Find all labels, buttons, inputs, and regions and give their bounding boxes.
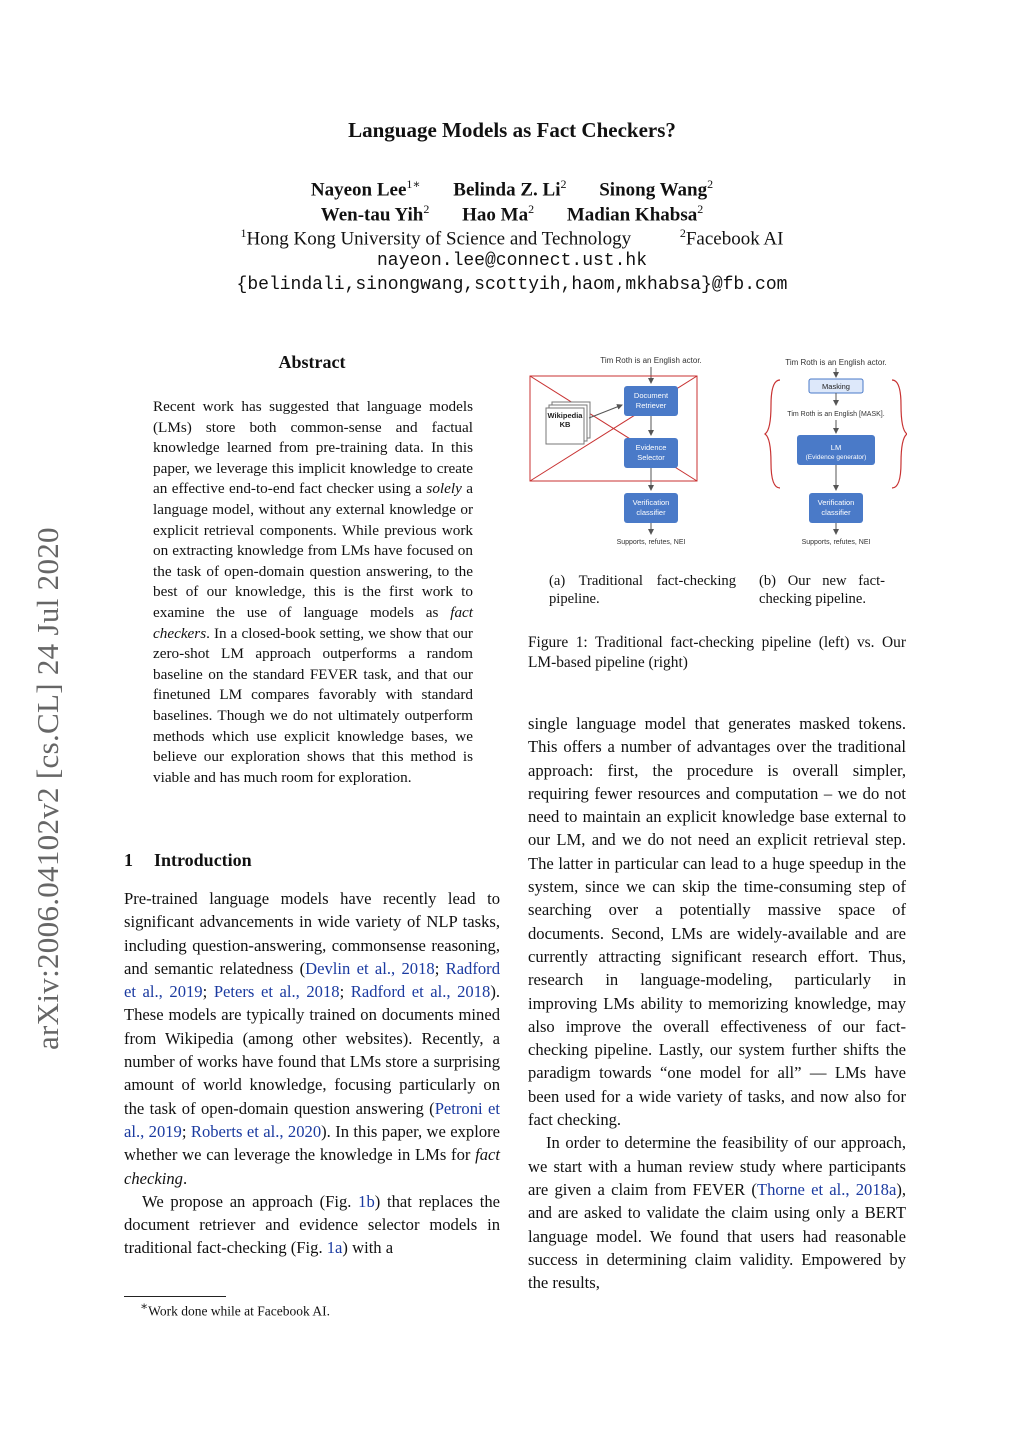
figure-ref-link[interactable]: 1b [358, 1191, 375, 1211]
intro-paragraph-2: We propose an approach (Fig. 1b) that replaces the document retriever and evidence selector models in traditional fact-checking (Fig. 1a) with a [124, 1191, 500, 1258]
box-label: Verification [632, 498, 670, 507]
author: Madian Khabsa$^2$ [566, 202, 704, 226]
intro-paragraph-1: Pre-trained language models have recently lead to significant advancements in wide variety of NLP tasks, including question-answering, commonsense reasoning, and semantic relatedness (Devlin et al., 2018; Radford et al., 2019; Peters et al., 2018; Radford et al., 2018). These models are typically trained on documents mined from Wikipedia (among other websites). Recently, a number of works have found that LMs store a surprising amount of world knowledge, focusing particularly on the task of open-domain question answering (Petroni et al., 2019; Roberts et al., 2020). In this paper, we explore whether we can leverage the knowledge in LMs for fact checking. [124, 889, 501, 1188]
intro-body [124, 887, 500, 1260]
subcaption-b: (b) Our new fact-checking pipeline. [759, 573, 885, 607]
box-label: LM [830, 443, 842, 452]
citation-link[interactable]: Peters et al., 2018 [213, 982, 340, 1002]
author: Belinda Z. Li$^2$ [453, 177, 567, 201]
citation-link[interactable]: Radford et al., 2019 [124, 958, 501, 1002]
affiliations [0, 226, 1024, 250]
citation-link[interactable]: Thorne et al., 2018a [756, 1179, 897, 1199]
box-label: Verification [817, 498, 855, 507]
left-claim-text: Tim Roth is an English actor. [600, 356, 702, 365]
affiliation: $^1$Hong Kong University of Science and Technology [240, 226, 632, 250]
box-label: Selector [637, 453, 665, 462]
section-heading-introduction: 1 Introduction [124, 850, 252, 870]
kb-label: Wikipedia [547, 411, 583, 420]
authors-line-2 [0, 202, 1024, 226]
citation-link[interactable]: Radford et al., 2018 [350, 982, 491, 1002]
paragraph: In order to determine the feasibility of our approach, we start with a human review study where participants are given a claim from FEVER (Thorne et al., 2018a), and are asked to validate the claim using only a BERT language model. We found that users had reasonable success in determining claim validity. Empowered by the results, [528, 1133, 906, 1293]
right-output-text: Supports, refutes, NEI [801, 539, 871, 546]
author: Nayeon Lee$^{1∗}$ [310, 177, 421, 201]
box-label: Retriever [635, 401, 667, 410]
right-claim-text: Tim Roth is an English actor. [785, 358, 887, 367]
masked-claim-text: Tim Roth is an English [MASK]. [787, 411, 885, 418]
author: Hao Ma$^2$ [462, 202, 535, 226]
left-brace [765, 380, 780, 488]
subcaption-a: (a) Traditional fact-checking pipeline. [549, 573, 736, 607]
abstract-body: Recent work has suggested that language models (LMs) store both common-sense and factual knowledge learned from pre-training data. In this paper, we leverage this implicit knowledge to create an effective end-to-end fact checker using a solely a language model, without any external knowledge or explicit retrieval components. While previous work on extracting knowledge from LMs have focused on the task of open-domain question answering, to the best of our knowledge, this is the first work to examine the use of language models as fact checkers. In a closed-book setting, we show that our zero-shot LM approach outperforms a random baseline on the standard FEVER task, and that our finetuned LM compares favorably with standard baselines. Though we do not ultimately outperform methods which use explicit knowledge bases, we believe our exploration shows that this method is viable and has much room for exploration. [153, 398, 474, 786]
box-label: classifier [821, 508, 851, 517]
wikipedia-kb-icon [546, 402, 590, 444]
box-label: Masking [822, 382, 850, 391]
kb-label: KB [559, 420, 571, 429]
paragraph: single language model that generates masked tokens. This offers a number of advantages over the traditional approach: first, the procedure is overall simpler, requiring fewer resources and computation – we do not need to maintain an explicit knowledge base external to our LM, and we do not need an explicit retrieval step. The latter in particular can lead to a huge speedup in the system, since we can skip the time-consuming step of searching over a potentially massive space of documents. Second, LMs are widely-available and are currently attracting significant research effort. Thus, research in language-modeling, particularly in improving LMs ability to memorizing knowledge, may also improve the overall effectiveness of our fact-checking pipeline. Lastly, our system further shifts the paradigm towards “one model for all” — LMs have been used for a wide variety of tasks, and now also for fact checking. [528, 714, 906, 1130]
abstract-heading: Abstract [278, 352, 346, 372]
box-label: (Evidence generator) [805, 454, 867, 461]
authors-line-1 [0, 177, 1024, 201]
right-brace [892, 380, 907, 488]
arxiv-stamp: arXiv:2006.04102v2 [cs.CL] 24 Jul 2020 [30, 527, 65, 1050]
figure-1-diagram [527, 350, 907, 550]
box-label: Document [633, 391, 669, 400]
paper-title: Language Models as Fact Checkers? [348, 118, 676, 142]
figure-caption: Figure 1: Traditional fact-checking pipeline (left) vs. Our LM-based pipeline (right) [528, 634, 906, 672]
arrow [589, 405, 622, 418]
footnote: ∗Work done while at Facebook AI. [140, 1299, 331, 1319]
affiliation: $^2$Facebook AI [679, 226, 784, 250]
left-output-text: Supports, refutes, NEI [616, 539, 686, 546]
figure-ref-link[interactable]: 1a [326, 1238, 343, 1258]
box-label: Evidence [635, 443, 667, 452]
email-2: {belindali,sinongwang,scottyih,haom,mkhabsa}@fb.com [236, 275, 788, 295]
box-label: classifier [636, 508, 666, 517]
author: Sinong Wang$^2$ [599, 177, 714, 201]
citation-link[interactable]: Devlin et al., 2018 [305, 958, 435, 978]
footnote-rule [124, 1296, 226, 1297]
author: Wen-tau Yih$^2$ [320, 202, 430, 226]
citation-link[interactable]: Roberts et al., 2020 [190, 1121, 322, 1141]
right-column-body [528, 712, 906, 1294]
citation-link[interactable]: Petroni et al., 2019 [124, 1098, 500, 1141]
email-1: nayeon.lee@connect.ust.hk [376, 251, 648, 271]
